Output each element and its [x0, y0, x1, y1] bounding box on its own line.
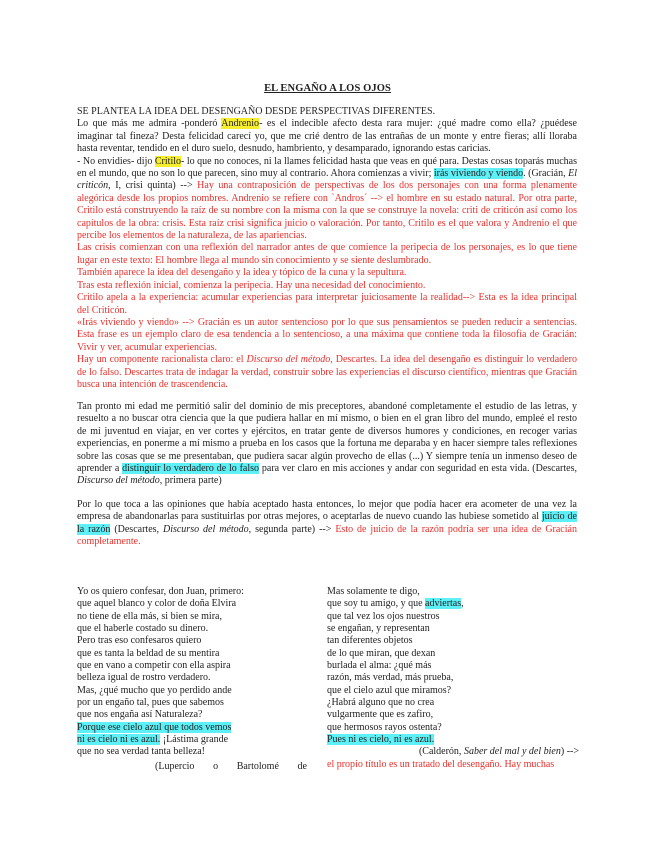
- verse-line: por un engaño tal, pues que sabemos: [77, 697, 224, 709]
- paragraph-descartes-link: Hay un componente racionalista claro: el Discurso del método, Descartes. La idea del desengaño es distinguir lo verdadero de lo falso. Descartes trata de indagar la verdad, construir sobre las experiencias el discurso científico, mientras que Gracián busca una intención de trascendencia.: [77, 354, 577, 390]
- highlight-critilo: Critilo: [154, 155, 182, 167]
- verse-line: belleza igual de rostro verdadero.: [77, 672, 211, 684]
- paragraph-critilo: - No envidies- dijo Critilo- lo que no conoces, ni la llames felicidad hasta que veas en qué para. Destas cosas toparás muchas en el mundo, que no son lo que parecen, sino muy al contrario. Ahora comienzas a vivir; irás viviendo y viendo. (Gracián, El criticón, I, crisi quinta) --> Hay una contraposición de perspectivas de los dos personajes con una forma plenamente alegórica desde los propios nombres. Andrenio se refiere con `Andros´ --> el hombre en su estado natural. Por otra parte, Critilo está construyendo la raíz de su nombre con la misma con la que se construye la novela: criti de criticón así como los capítulos de la obra: crisis. Esta raíz crisi significa juicio o valoración. Por tanto, Critilo es el que valora y Andrenio el que percibe los elementos de la naturaleza, de las apariencias.: [77, 155, 577, 242]
- verse-line: que aquel blanco y color de doña Elvira: [77, 598, 237, 610]
- verse-line: ¿Habrá alguno que no crea: [327, 697, 435, 709]
- verse-line: Mas solamente te digo,: [327, 586, 420, 597]
- verse-line: que es tanta la beldad de su mentira: [77, 647, 220, 659]
- highlight-pues-ni-es-cielo: Pues ni es cielo, ni es azul.: [327, 734, 435, 746]
- commentary-line: Critilo apela a la experiencia: acumular experiencias para interpretar juiciosamente la realidad--> Esta es la idea principal del Criticón.: [77, 292, 577, 316]
- section-heading: SE PLANTEA LA IDEA DEL DESENGAÑO DESDE PERSPECTIVAS DIFERENTES.: [77, 106, 436, 117]
- highlight-juicio-razon: juicio de la razón: [77, 511, 577, 535]
- verse-line: no tiene de ella más, si bien se mira,: [77, 610, 222, 622]
- verse-line: que nos engaña así Naturaleza?: [77, 709, 203, 721]
- descartes-quote-2: Por lo que toca a las opiniones que había aceptado hasta entonces, lo mejor que podía hacer era acometer de una vez la empresa de abandonarlas para sustituirlas por otras mejores, o aceptarlas de nuevo cuando las hubiese sometido al juicio de la razón (Descartes, Discurso del método, segunda parte) --> Esto de juicio de la razón podría ser una idea de Gracián completamente.: [77, 499, 577, 548]
- commentary-tail: el propio título es un tratado del desengaño. Hay muchas: [327, 758, 555, 770]
- highlight-ni-es-cielo: ni es cielo ni es azul.: [77, 734, 161, 746]
- calderon-citation: (Calderón, Saber del mal y del bien) -->: [418, 746, 579, 758]
- highlight-adviertas: adviertas: [425, 598, 462, 610]
- verse-line: Pero tras eso confesaros quiero: [77, 635, 202, 647]
- verse-line: vulgarmente que es zafiro,: [327, 709, 434, 721]
- commentary-line: Las crisis comienzan con una reflexión del narrador antes de que comience la peripecia de los personajes, es lo que tiene lugar en este texto: El hombre llega al mundo sin conocimiento y se siente deslumbrado.: [77, 242, 577, 266]
- highlight-cielo-azul: Porque ese cielo azul que todos vemos: [77, 721, 232, 733]
- verse-line: que tal vez los ojos nuestros: [327, 610, 440, 622]
- highlight-andrenio: Andrenio: [221, 118, 260, 130]
- verse-line: razón, más verdad, más prueba,: [327, 672, 454, 684]
- sonnet-left: Yo os quiero confesar, don Juan, primero: que aquel blanco y color de doña Elvira no tiene de ella más, si bien se mira, que el haberle costado su dinero. Pero tras eso confesaros quiero que es tanta la beldad de su mentira que en vano a competir con ella aspira belleza igual de rostro verdadero. Mas, ¿qué mucho que yo perdido ande por un engaño tal, pues que sabemos que nos engaña así Naturaleza? Porque ese cielo azul que todos vemos ni es cielo ni es azul. ¡Lástima grande que no sea verdad tanta belleza!: [77, 586, 327, 759]
- verse-line: Mas, ¿qué mucho que yo perdido ande: [77, 684, 232, 696]
- verse-line: que hermosos rayos ostenta?: [327, 721, 442, 733]
- verse-line: Yo os quiero confesar, don Juan, primero:: [77, 586, 244, 597]
- verse-line: de lo que miran, que dexan: [327, 647, 436, 659]
- verse-line: que no sea verdad tanta belleza!: [77, 746, 205, 758]
- gracian-section: [77, 106, 577, 391]
- verse-line: burlada el alma: ¿qué más: [327, 660, 432, 672]
- commentary-red: Hay una contraposición de perspectivas de los dos personajes con una forma plenamente alegórica desde los propios nombres. Andrenio se refiere con `Andros´ --> el hombre en su estado natural. Por otra parte, Critilo está construyendo la raíz de su nombre con la misma con la que se construye la novela: criti de criticón así como los capítulos de la obra: crisis. Esta raíz crisi significa juicio o valoración. Por tanto, Critilo es el que valora y Andrenio el que percibe los elementos de la naturaleza, de las apariencias.: [77, 180, 577, 242]
- paragraph-maxim: «Irás viviendo y viendo» --> Gracián es un autor sentencioso por lo que sus pensamientos se pueden reducir a sentencias. Esta frase es un ejemplo claro de esa tendencia a lo sentencioso, a una máxima que contiene toda la filosofía de Gracián: Vivir y ver, acumular experiencias.: [77, 316, 577, 353]
- verse-line: se engañan, y representan: [327, 623, 430, 635]
- highlight-distinguir: distinguir lo verdadero de lo falso: [122, 463, 260, 475]
- paragraph-andrenio: Lo que más me admira -ponderó Andrenio- es el indecible afecto desta rara mujer: ¿qué madre como ella? ¿puédese imaginar tal fineza? Desta felicidad carecí yo, que me crié dentro de las entrañas de un monte y entre fieras; allí lloraba hasta reventar, tendido en el duro suelo, desnudo, hambriento, y desamparado, ignorando estas caricias.: [77, 118, 577, 155]
- verse-line: que el haberle costado su dinero.: [77, 623, 209, 635]
- page-title: EL ENGAÑO A LOS OJOS: [264, 83, 391, 94]
- descartes-quote-1: Tan pronto mi edad me permitió salir del dominio de mis preceptores, abandoné completamente el estudio de las letras, y resuelto a no buscar otra ciencia que la que pudiera hallar en mí mismo, o bien en el gran libro del mundo, empleé el resto de mi juventud en viajar, en ver cortes y ejércitos, en tratar gente de diversos humores y condiciones, en recoger varias experiencias, en ponerme a mí mismo a prueba en los casos que la fortuna me deparaba y en hacer siempre tales reflexiones sobre las cosas que se me presentaban, que pudiera sacar algún provecho de ellas (...) Y siempre tenía un inmenso deseo de aprender a distinguir lo verdadero de lo falso para ver claro en mis acciones y andar con seguridad en esta vida. (Descartes, Discurso del método, primera parte): [77, 401, 577, 487]
- commentary-line: Tras esta reflexión inicial, comienza la peripecia. Hay una necesidad del conocimiento.: [77, 279, 426, 291]
- highlight-iras-viviendo: irás viviendo y viendo: [433, 168, 524, 180]
- commentary-line: También aparece la idea del desengaño y la idea y tópico de la cuna y la sepultura.: [77, 267, 407, 279]
- verse-right: Mas solamente te digo, que soy tu amigo, y que adviertas, que tal vez los ojos nuestros se engañan, y representan tan diferentes objetos de lo que miran, que dexan burlada el alma: ¿qué más razón, más verdad, más prueba, que el cielo azul que miramos? ¿Habrá alguno que no crea vulgarmente que es zafiro, que hermosos rayos ostenta? Pues ni es cielo, ni es azul. (Calderón, Saber del mal y del bien) --> el propio título es un tratado del desengaño. Hay muchas: [327, 586, 579, 770]
- verse-line: que en vano a competir con ella aspira: [77, 660, 231, 672]
- verse-line: que el cielo azul que miramos?: [327, 684, 452, 696]
- verse-line: tan diferentes objetos: [327, 635, 413, 647]
- sonnet-attribution: (Lupercio o Bartolomé de: [155, 761, 307, 772]
